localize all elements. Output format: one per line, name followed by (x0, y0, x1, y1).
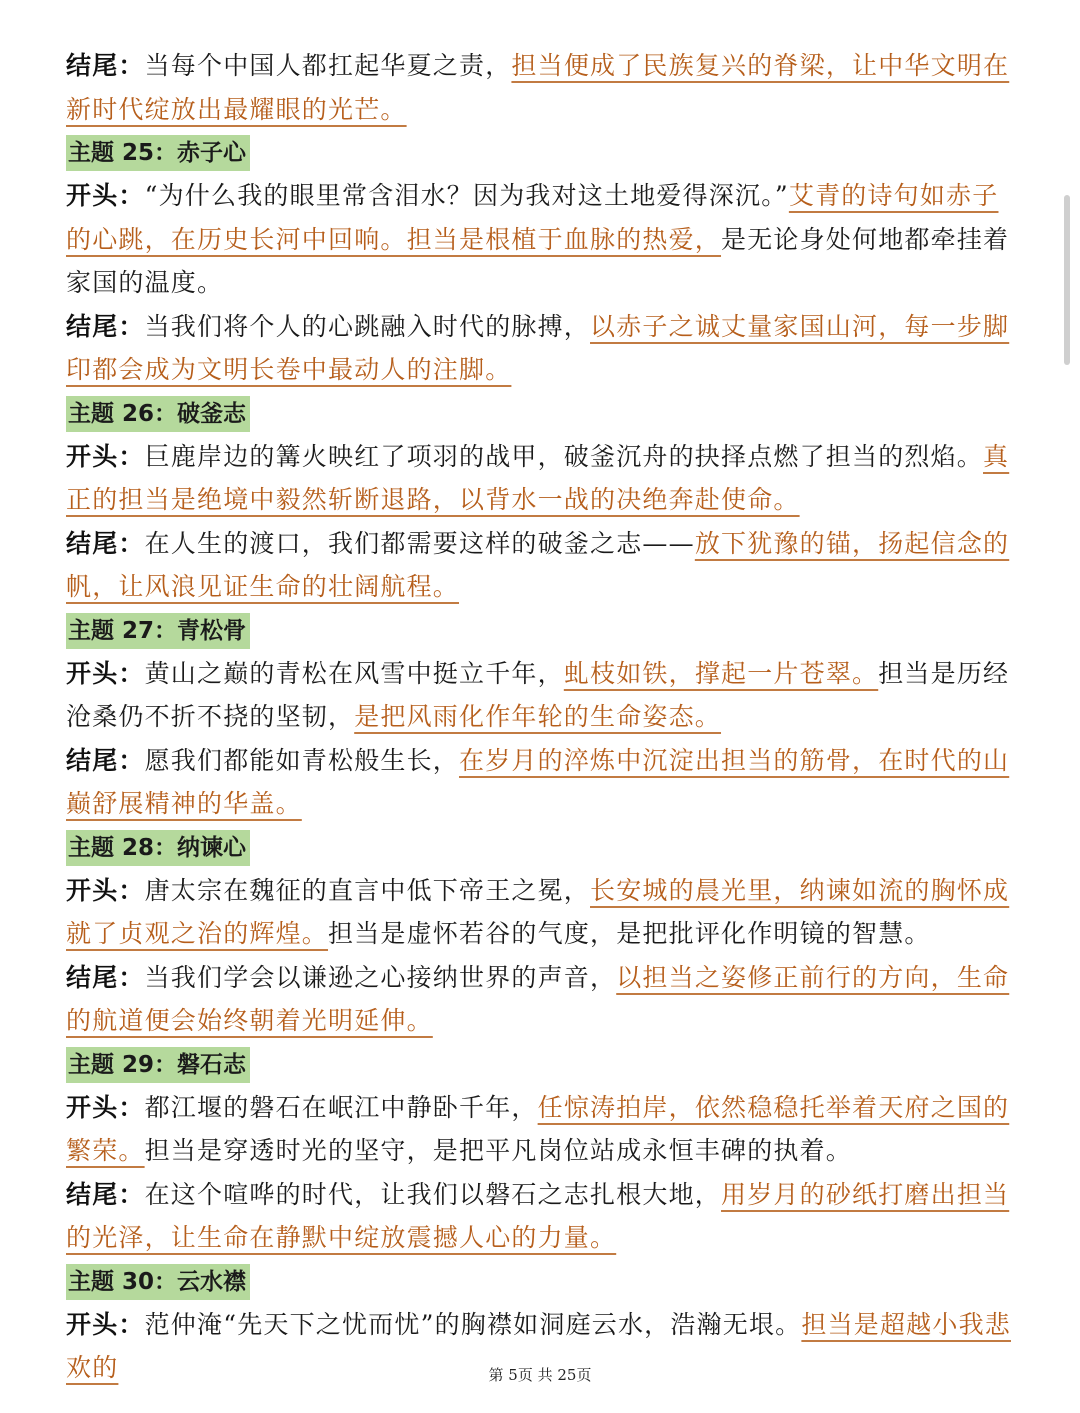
highlighted-text: 放下犹豫的锚，扬起信念的帆，让风浪见证生命的壮阔航程。 (66, 528, 1010, 601)
opening-paragraph (66, 435, 1011, 522)
theme-section (66, 131, 1011, 392)
theme-section (66, 1043, 1011, 1260)
theme-heading: 主题 30：云水襟 (66, 1264, 250, 1300)
body-text: “为什么我的眼里常含泪水？因为我对这土地爱得深沉。” (144, 181, 789, 210)
theme-list (66, 131, 1011, 1390)
ending-highlight: 担当便成了民族复兴的脊梁，让中华文明在新时代绽放出最耀眼的光芒。 (66, 51, 1010, 124)
ending-label: 结尾： (66, 1179, 145, 1209)
theme-heading: 主题 29：磐石志 (66, 1047, 250, 1083)
theme-section (66, 826, 1011, 1043)
closing-paragraph (66, 44, 1011, 131)
theme-heading: 主题 28：纳谏心 (66, 830, 250, 866)
scrollbar[interactable] (1064, 195, 1070, 365)
opening-paragraph (66, 1086, 1011, 1173)
body-text: 当我们学会以谦逊之心接纳世界的声音， (144, 962, 617, 992)
document-body (66, 44, 1011, 1390)
highlighted-text: 担当是超越小我悲欢的 (66, 1309, 1011, 1382)
highlighted-text: 真正的担当是绝境中毅然斩断退路，以背水一战的决绝奔赴使命。 (66, 441, 1010, 514)
theme-heading: 主题 27：青松骨 (66, 613, 250, 649)
body-text: 范仲淹“先天下之忧而忧”的胸襟如洞庭云水，浩瀚无垠。 (144, 1309, 802, 1339)
opening-label: 开头： (66, 658, 145, 688)
theme-heading: 主题 26：破釜志 (66, 396, 250, 432)
closing-paragraph (66, 739, 1011, 826)
closing-paragraph (66, 1173, 1011, 1260)
body-text: 担当是虚怀若谷的气度，是把批评化作明镜的智慧。 (328, 919, 931, 948)
ending-label: 结尾： (66, 745, 145, 775)
closing-paragraph (66, 522, 1011, 609)
opening-label: 开头： (66, 1092, 145, 1122)
opening-label: 开头： (66, 1309, 145, 1339)
ending-text: 当每个中国人都扛起华夏之责， (144, 51, 512, 80)
ending-label: 结尾： (66, 962, 145, 992)
body-text: 在这个喧哗的时代，让我们以磐石之志扎根大地， (144, 1179, 722, 1209)
ending-label: 结尾： (66, 528, 145, 558)
highlighted-text: 用岁月的砂纸打磨出担当的光泽，让生命在静默中绽放震撼人心的力量。 (66, 1179, 1010, 1252)
body-text: 是无论身处何地都牵挂着家国的温度。 (66, 224, 1010, 297)
theme-section (66, 609, 1011, 826)
highlighted-text: 任惊涛拍岸，依然稳稳托举着天府之国的繁荣。 (66, 1092, 1010, 1165)
highlighted-text: 是把风雨化作年轮的生命姿态。 (354, 702, 722, 731)
ending-label: 结尾： (66, 51, 145, 80)
theme-heading: 主题 25：赤子心 (66, 135, 250, 171)
body-text: 在人生的渡口，我们都需要这样的破釜之志—— (144, 528, 695, 558)
opening-paragraph (66, 174, 1011, 305)
highlighted-text: 以赤子之诚丈量家国山河，每一步脚印都会成为文明长卷中最动人的注脚。 (66, 311, 1010, 384)
opening-paragraph (66, 869, 1011, 956)
highlighted-text: 在岁月的淬炼中沉淀出担当的筋骨，在时代的山巅舒展精神的华盖。 (66, 745, 1010, 818)
body-text: 巨鹿岸边的篝火映红了项羽的战甲，破釜沉舟的抉择点燃了担当的烈焰。 (144, 441, 984, 471)
highlighted-text: 艾青的诗句如赤子的心跳，在历史长河中回响。担当是根植于血脉的热爱， (66, 181, 999, 254)
opening-paragraph (66, 652, 1011, 739)
body-text: 都江堰的磐石在岷江中静卧千年， (144, 1092, 538, 1122)
body-text: 担当是历经沧桑仍不折不挠的坚韧， (66, 658, 1010, 731)
opening-label: 开头： (66, 181, 145, 210)
body-text: 担当是穿透时光的坚守，是把平凡岗位站成永恒丰碑的执着。 (144, 1136, 853, 1165)
body-text: 愿我们都能如青松般生长， (144, 745, 460, 775)
page-footer: 第 5页 共 25页 (488, 1366, 592, 1384)
closing-paragraph (66, 956, 1011, 1043)
highlighted-text: 长安城的晨光里，纳谏如流的胸怀成就了贞观之治的辉煌。 (66, 875, 1010, 948)
highlighted-text: 虬枝如铁，撑起一片苍翠。 (563, 658, 879, 688)
closing-paragraph (66, 305, 1011, 392)
ending-label: 结尾： (66, 311, 145, 341)
body-text: 唐太宗在魏征的直言中低下帝王之冕， (144, 875, 591, 905)
highlighted-text: 以担当之姿修正前行的方向，生命的航道便会始终朝着光明延伸。 (66, 962, 1010, 1035)
opening-label: 开头： (66, 441, 145, 471)
opening-label: 开头： (66, 875, 145, 905)
theme-section (66, 392, 1011, 609)
body-text: 当我们将个人的心跳融入时代的脉搏， (144, 311, 591, 341)
body-text: 黄山之巅的青松在风雪中挺立千年， (144, 658, 564, 688)
